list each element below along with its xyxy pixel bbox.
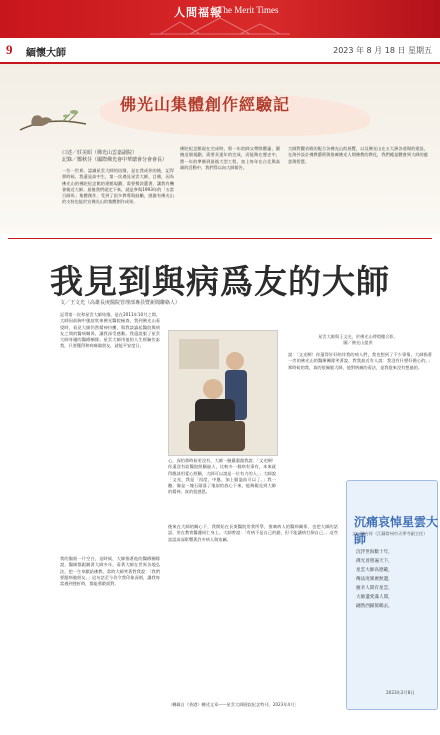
article-1-title: 佛光山集體創作經驗記	[120, 95, 291, 114]
poem-line: 傳法度眾廣無邊，	[356, 577, 393, 582]
bird-on-branch-illustration	[18, 86, 88, 136]
issue-date: 2023 年 8 月 18 日 星期五	[333, 46, 432, 55]
photo-master-and-author	[168, 330, 278, 456]
poem-line: 慶幸人間有星雲，	[356, 586, 393, 591]
article-2-column-5: 後來在大師的關心下，我開始在長庚醫院用我所學，推廣病人的醫病關係，也把大師的話語，用在教育醫護同仁身上。大師曾說：「有病不是自己的錯，但不能讓病打倒自己。」這些話語深深影響著許多病人與家屬。	[168, 524, 338, 542]
article-1-byline	[62, 150, 167, 164]
byline-recorder: 記錄／鄭秋芬（國際佛光會中華總會分會會長）	[62, 157, 168, 163]
section-title: 緬懷大師	[26, 48, 66, 59]
article-2-source: 〔轉載自《香港》轉述文章——星雲大師圓寂紀念特刊，2023年4月〕	[168, 702, 299, 707]
poem-line: 星雲大師高德範，	[356, 568, 393, 573]
byline-narrator: 口述／莊美昭（佛光山雲嘉副院）	[62, 150, 138, 156]
poem-line: 翩然西歸駕鶴去，	[356, 604, 393, 609]
poem-line: 大師遺愛滿人間，	[356, 595, 393, 600]
poem-line: 佛光普照遍天下，	[356, 559, 393, 564]
poem-title: 沉痛哀悼星雲大師	[354, 515, 439, 546]
page-header-bar	[0, 42, 440, 64]
poem-line: 沉浮世海數十年，	[356, 550, 393, 555]
photo-illustration	[169, 331, 277, 455]
article-1-column-a: 一位一世界。認識星雲大師的因緣，是在我成你的後，記得那時候，我還是高中生，第一次遇見星雲大師，目睹，因為佛光山的佛陀紀念館的建館規劃，需要撥款選書，讓我有機會親近大師。最後我們就定下來，就是參與1993年的「五當百師馬」集體創作，受到了很多教導與鼓勵，感激有佛光山的支持也能於宣佛光山的集體創作成果。	[62, 168, 174, 205]
newspaper-logo: 人間福報	[174, 6, 222, 19]
article-2-column-3: 心，深怕那時候更沒有，大師一臉嚴肅跟我說：「文光啊！你還沒有給醫院照顧過人，比較多一個病有事有，本來就得應該用愛心照顧，大師可以說是一位有力的人。」大師說「文光，我是「再度，中風、加上腦溢血可以了。」我一聽，像是一塊石頭落了地似的放心下來，能夠親見到大師的精神，真的很感恩。	[168, 458, 276, 495]
article-1-column-b: 佛陀紀念館現在完成時，那一年的師父帶隊覆審，圍繞這個規劃，需要長達年的完成，而能夠在歷史中，將一年的準備到最後大型工程，加上每年在台北與高雄的活動中，我們得以向大師報告。	[180, 146, 280, 170]
article-2-title: 我見到與病爲友的大師	[50, 262, 390, 301]
article-2-column-1: 記得第一次和星雲大師結緣，是在2011年10月之間，大師因前胸中風症狀來佛光醫院檢查，我到佛光山看望時，看見大師仍然精神抖擻，與我談論起醫院與病友之間的醫病關係，讓我深受感動。我還說服了星雲大師身邊的醫療團隊。星雲大師用他的人生經驗告訴我，只要懂得和病痛做朋友，就能平安度日。	[60, 312, 160, 349]
photo-caption: 星雲大師與王文光，於佛光山傳燈樓合影。 圖／佛光山提供	[318, 334, 398, 345]
poem-date: 2023年2月8日	[386, 690, 415, 695]
section-divider	[8, 238, 432, 239]
poem-byline: 文／陳吉祥（江蘇常州市天寧寺副主任）	[352, 531, 428, 536]
poem-body	[356, 548, 393, 611]
article-2-byline: 文／王文光（高雄長庚醫院管理部專員暨新聞聯絡人）	[60, 300, 181, 306]
page-number: 9	[6, 42, 13, 57]
newspaper-logo-en: The Merit Times	[218, 5, 279, 15]
article-2-column-4: 說：「文光啊！你還得好好陪伴我的病人們，我也想到了不少事情，大師指著一旁的佛光山的醫療團隊笑著說，對我最近有人說：我沒有什麼好擔心的。」那時候的我，真的很佩服大師，他對病痛的看法，是我從來沒有想過的。	[288, 352, 432, 370]
article-1-column-c: 大師對觀音殿的配合各佛光山的展覽，以及佛光山在五大洲各道場的建設，在海外設計佛教藝術與推廣佛光人間佛教的教化，我們總是體會到大師的慈悲與智慧。	[288, 146, 428, 164]
article-2-column-2: 我的腦筋一片空白，這時候，大師指著他的醫療團隊說，醫師都跟隨著大師多年，看著大師在世界各地弘法，把一生奉獻給佛教。當時大師笑著對我說：「我們要跟病做朋友。」這句話至今仍令我印象深刻，讓我每當遇到挫折時，都能勇敢面對。	[60, 556, 160, 587]
masthead	[0, 0, 440, 38]
